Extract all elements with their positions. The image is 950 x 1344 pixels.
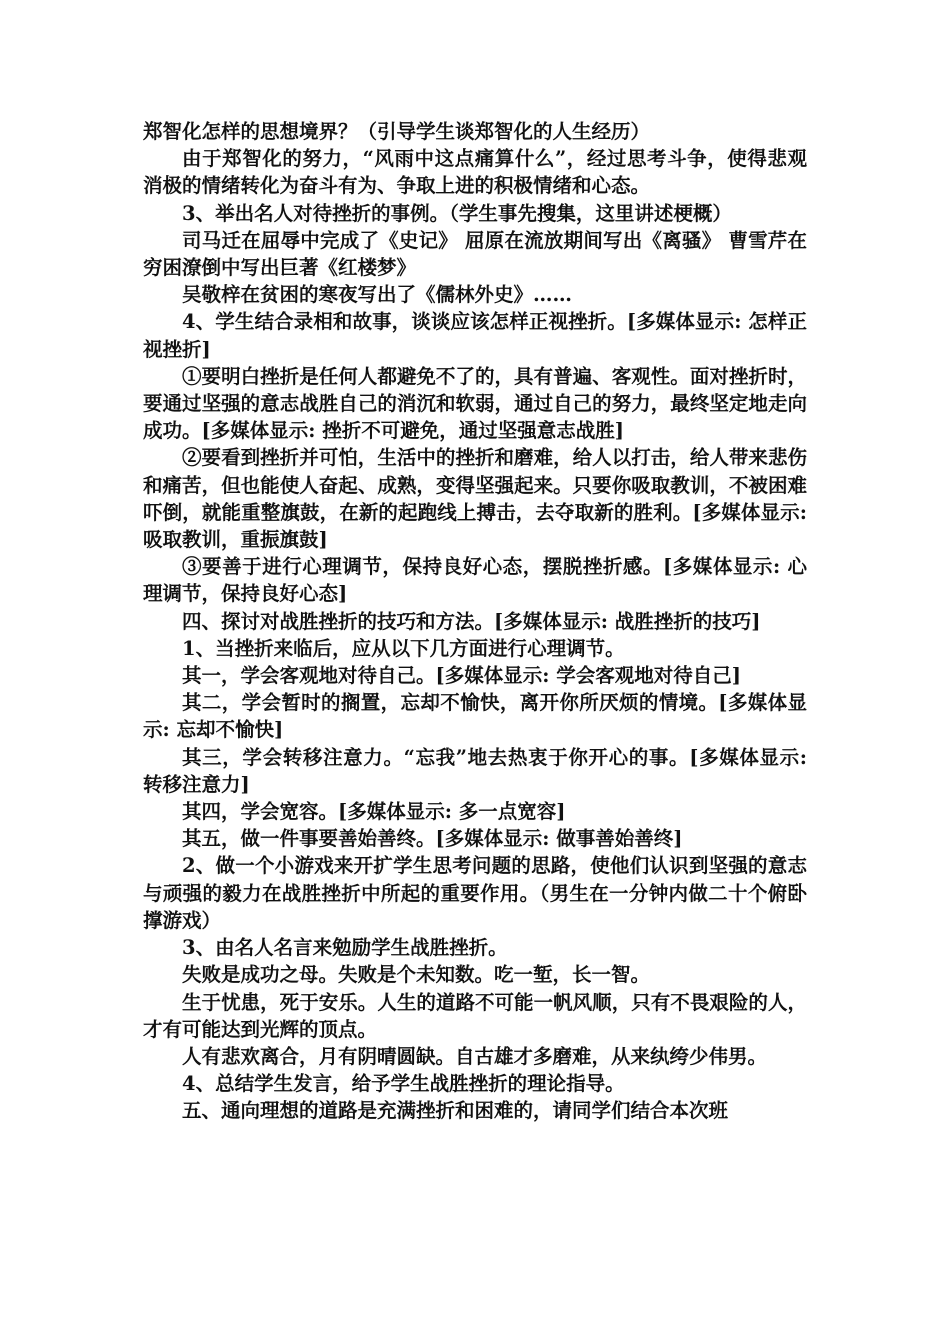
paragraph-13: 其二，学会暂时的搁置，忘却不愉快，离开你所厌烦的情境。[多媒体显示: 忘却不愉快] [143, 691, 807, 742]
document-page [143, 118, 807, 1125]
paragraph-22: 4、总结学生发言，给予学生战胜挫折的理论指导。 [182, 1072, 625, 1096]
paragraph-4: 司马迁在屈辱中完成了《史记》 屈原在流放期间写出《离骚》 曹雪芹在穷困潦倒中写出巨著《红楼梦》 [143, 228, 807, 280]
paragraph-9: ③要善于进行心理调节，保持良好心态，摆脱挫折感。[多媒体显示: 心理调节，保持良好心态] [143, 555, 807, 606]
paragraph-17: 2、做一个小游戏来开扩学生思考问题的思路，使他们认识到坚强的意志与顽强的毅力在战胜挫折中所起的重要作用。（男生在一分钟内做二十个俯卧撑游戏） [143, 854, 807, 932]
paragraph-8: ②要看到挫折并可怕，生活中的挫折和磨难，给人以打击，给人带来悲伤和痛苦，但也能使人奋起、成熟，变得坚强起来。只要你吸取教训，不被困难吓倒，就能重整旗鼓，在新的起跑线上搏击，去夺取新的胜利。[多媒体显示: 吸取教训，重振旗鼓] [143, 446, 807, 552]
paragraph-2: 由于郑智化的努力，“风雨中这点痛算什么”，经过思考斗争，使得悲观消极的情绪转化为奋斗有为、争取上进的积极情绪和心态。 [143, 147, 807, 198]
paragraph-21: 人有悲欢离合，月有阴晴圆缺。自古雄才多磨难，从来纨绔少伟男。 [182, 1044, 768, 1068]
paragraph-12: 其一，学会客观地对待自己。[多媒体显示: 学会客观地对待自己] [182, 664, 741, 688]
paragraph-5: 吴敬梓在贫困的寒夜写出了《儒林外史》…… [182, 283, 573, 307]
paragraph-15: 其四，学会宽容。[多媒体显示: 多一点宽容] [182, 800, 566, 824]
paragraph-10: 四、探讨对战胜挫折的技巧和方法。[多媒体显示: 战胜挫折的技巧] [182, 609, 761, 633]
paragraph-20: 生于忧患，死于安乐。人生的道路不可能一帆风顺，只有不畏艰险的人，才有可能达到光辉的顶点。 [143, 990, 807, 1041]
paragraph-3: 3、举出名人对待挫折的事例。（学生事先搜集，这里讲述梗概） [182, 201, 732, 225]
paragraph-18: 3、由名人名言来勉励学生战胜挫折。 [182, 936, 508, 960]
paragraph-19: 失败是成功之母。失败是个未知数。吃一堑，长一智。 [182, 963, 651, 987]
paragraph-16: 其五，做一件事要善始善终。[多媒体显示: 做事善始善终] [182, 827, 683, 851]
paragraph-14: 其三，学会转移注意力。“忘我”地去热衷于你开心的事。[多媒体显示: 转移注意力] [143, 745, 807, 796]
paragraph-23: 五、通向理想的道路是充满挫折和困难的，请同学们结合本次班 [182, 1099, 729, 1123]
paragraph-7: ①要明白挫折是任何人都避免不了的，具有普遍、客观性。面对挫折时，要通过坚强的意志战胜自己的消沉和软弱，通过自己的努力，最终坚定地走向成功。[多媒体显示: 挫折不可避免，通过坚强意志战胜] [143, 364, 807, 443]
paragraph-11: 1、当挫折来临后，应从以下几方面进行心理调节。 [182, 636, 625, 660]
paragraph-1: 郑智化怎样的思想境界？（引导学生谈郑智化的人生经历） [143, 120, 651, 143]
paragraph-6: 4、学生结合录相和故事，谈谈应该怎样正视挫折。[多媒体显示: 怎样正视挫折] [143, 310, 807, 361]
